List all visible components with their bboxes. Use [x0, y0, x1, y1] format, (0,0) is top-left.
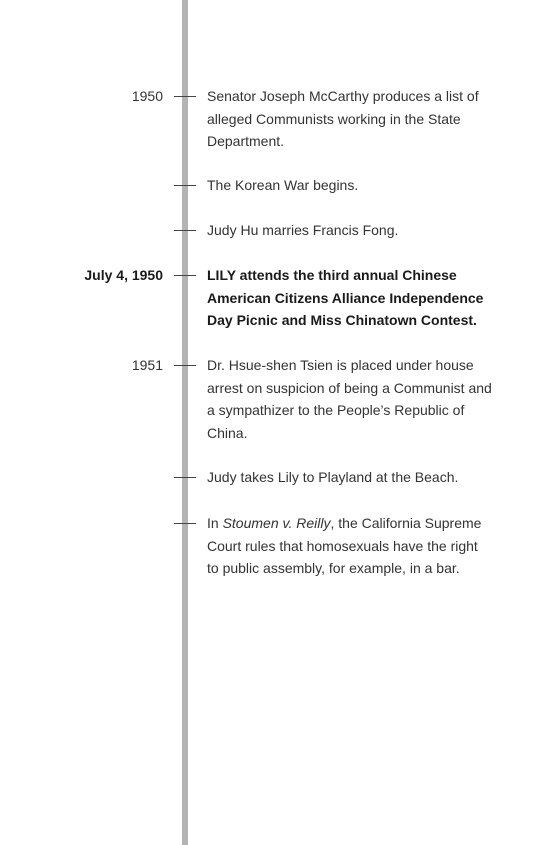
- timeline-date: 1951: [131, 357, 163, 373]
- timeline-text: [207, 512, 492, 580]
- timeline-tick: [174, 523, 196, 524]
- timeline-tick: [174, 96, 196, 97]
- timeline-text-post: , the California Supreme Court rules that homosexuals have the right to public assembly, for example, in a bar.: [207, 515, 482, 576]
- case-name: Stoumen v. Reilly: [222, 515, 331, 531]
- timeline-text-pre: In: [207, 515, 223, 531]
- timeline-text: Judy takes Lily to Playland at the Beach.: [207, 469, 459, 485]
- timeline-date: July 4, 1950: [84, 267, 163, 283]
- timeline-tick: [174, 477, 196, 478]
- timeline-text: Senator Joseph McCarthy produces a list of alleged Communists working in the State Department.: [207, 88, 479, 149]
- timeline-axis: [182, 0, 188, 845]
- timeline-text: Judy Hu marries Francis Fong.: [207, 222, 399, 238]
- timeline-date: 1950: [131, 88, 163, 104]
- timeline-tick: [174, 365, 196, 366]
- timeline-text: Dr. Hsue-shen Tsien is placed under house arrest on suspicion of being a Communist and a sympathizer to the People’s Republic of China.: [207, 357, 492, 441]
- timeline-text: LILY attends the third annual Chinese American Citizens Alliance Independence Day Picnic and Miss Chinatown Contest.: [207, 267, 484, 328]
- timeline-text: The Korean War begins.: [207, 177, 359, 193]
- timeline-tick: [174, 185, 196, 186]
- timeline-tick: [174, 230, 196, 231]
- timeline-tick: [174, 275, 196, 276]
